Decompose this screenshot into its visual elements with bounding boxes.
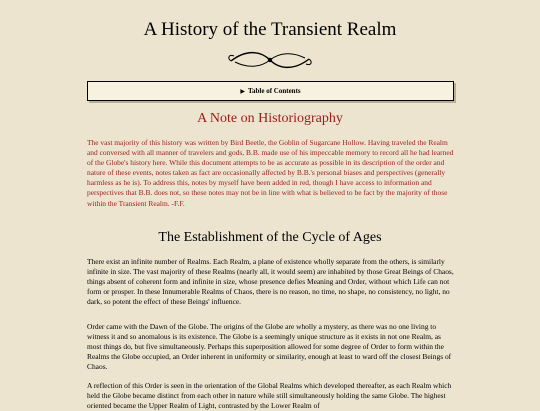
section-heading: The Establishment of the Cycle of Ages	[158, 230, 382, 245]
historiography-note: The vast majority of this history was written by Bird Beetle, the Goblin of Sugarcane Hollow. Having traveled the Realm and conversed with all manner of travelers and gods, B.B. made use of his impeccable memory to record all he had learned of the Globe's history here. While this document attempts to be as accurate as possible in its description of the order and nature of these events, notes taken as fact are occasionally affected by B.B.'s personal biases and perspectives (generally harmless as he is). To address this, notes by myself have been added in red, though I have access to information and perspectives that B.B. does not, so these notes may not be in line with what is believed to be fact by the majority of those within the Transient Realm. -F.F.	[87, 138, 454, 208]
flourish-ornament-icon	[225, 48, 315, 72]
toc-label: Table of Contents	[247, 87, 301, 95]
table-of-contents-toggle[interactable]	[87, 81, 454, 101]
paragraph: There exist an infinite number of Realms. Each Realm, a plane of existence wholly separate from the others, is similarly infinite in size. The vast majority of these Realms (nearly all, it would seem) are inhabited by those Great Beings of Chaos, things absent of coherent form and infinite in size, whose presence defies Meaning and Order, without which Life can not form or prosper. In these Innumerable Realms of Chaos, there is no reason, no time, no shape, no consistency, no light, no dark, so potent the effect of these Beings' influence.	[87, 257, 454, 307]
paragraph: Order came with the Dawn of the Globe. The origins of the Globe are wholly a mystery, as there was no one living to witness it and so anomalous is its existence. The Globe is a seemingly unique structure as it exists in not one Realm, as most things do, but five simultaneously. Perhaps this superposition allowed for some degree of Order to form within the Realms the Globe occupied, an Order inherent in uniformity or similarity, enough at least to ward off the closest Beings of Chaos.	[87, 322, 452, 372]
note-heading: A Note on Historiography	[197, 111, 343, 126]
paragraph: A reflection of this Order is seen in the orientation of the Global Realms which developed thereafter, as each Realm which held the Globe became distinct from each other in nature while still simultaneously holding the same Globe. The highest oriented became the Upper Realm of Light, contrasted by the Lower Realm of	[87, 381, 452, 411]
page-title: A History of the Transient Realm	[143, 19, 397, 40]
triangle-right-icon: ▶	[240, 89, 245, 95]
